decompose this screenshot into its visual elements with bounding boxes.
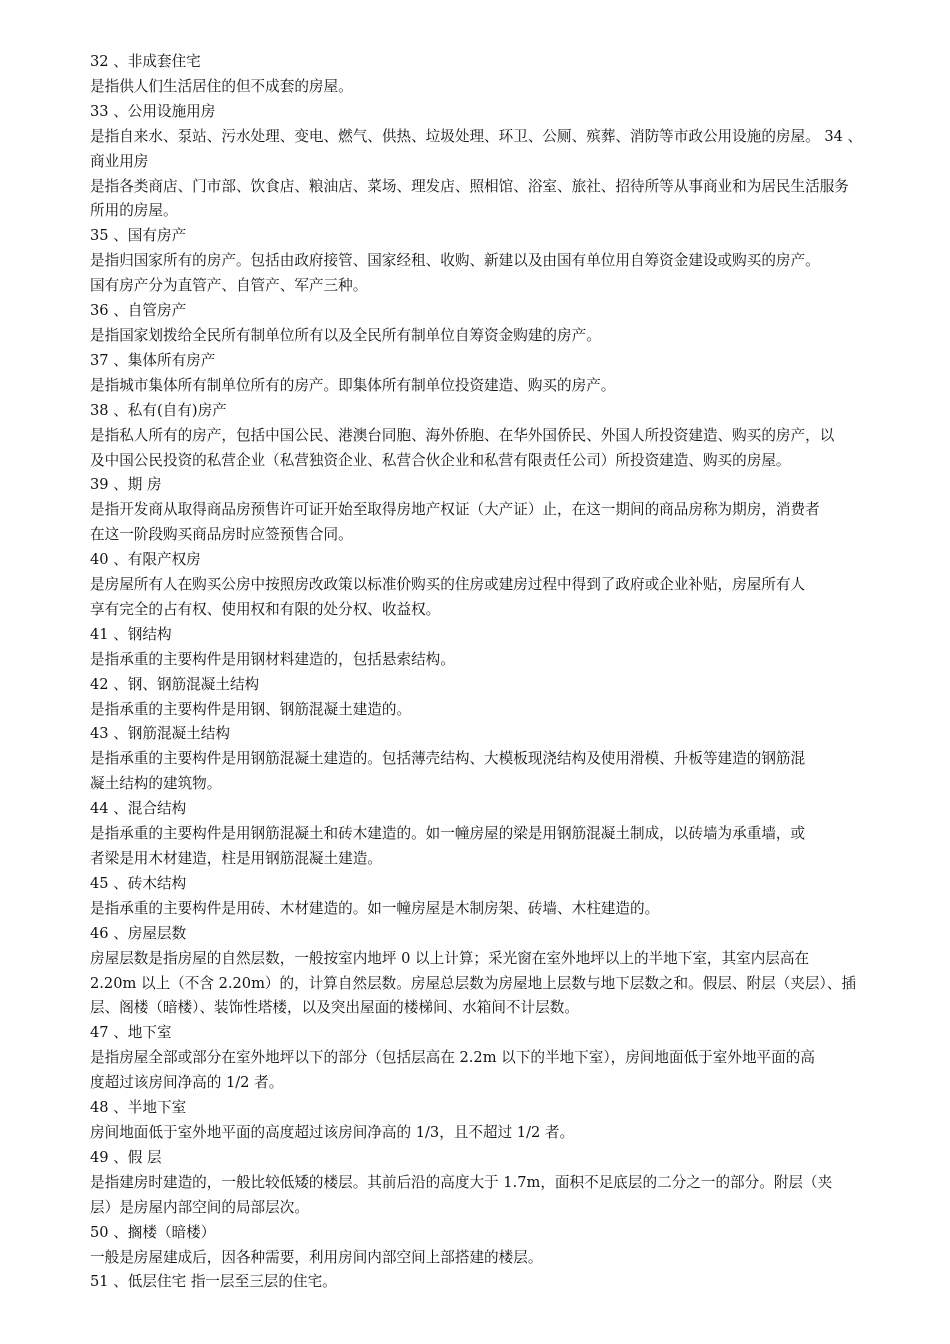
text-line: 所用的房屋。 xyxy=(90,202,178,220)
text-line: 享有完全的占有权、使用权和有限的处分权、收益权。 xyxy=(90,600,441,618)
text-line: 是指供人们生活居住的但不成套的房屋。 xyxy=(90,77,353,95)
text-line: 40 、有限产权房 xyxy=(90,551,201,569)
text-line: 是指城市集体所有制单位所有的房产。即集体所有制单位投资建造、购买的房产。 xyxy=(90,376,616,394)
text-line: 是指承重的主要构件是用钢筋混凝土和砖木建造的。如一幢房屋的梁是用钢筋混凝土制成，以砖墙为承重墙，或 xyxy=(90,825,806,843)
text-line: 是指房屋全部或部分在室外地坪以下的部分（包括层高在 2.2m 以下的半地下室），房间地面低于室外地平面的高 xyxy=(90,1049,815,1067)
text-line: 是指承重的主要构件是用钢筋混凝土建造的。包括薄壳结构、大模板现浇结构及使用滑模、升板等建造的钢筋混 xyxy=(90,750,806,768)
text-line: 者梁是用木材建造，柱是用钢筋混凝土建造。 xyxy=(90,850,382,867)
text-line: 是指承重的主要构件是用钢材料建造的，包括悬索结构。 xyxy=(90,650,455,668)
text-line: 47 、地下室 xyxy=(90,1024,172,1042)
text-line: 是指国家划拨给全民所有制单位所有以及全民所有制单位自筹资金购建的房产。 xyxy=(90,326,601,344)
text-line: 48 、半地下室 xyxy=(90,1099,187,1117)
text-line: 国有房产分为直管产、自管产、军产三种。 xyxy=(90,277,368,295)
text-line: 凝土结构的建筑物。 xyxy=(90,775,222,793)
text-line: 房间地面低于室外地平面的高度超过该房间净高的 1/3，且不超过 1/2 者。 xyxy=(90,1123,575,1141)
document-body xyxy=(90,50,908,1295)
text-line: 是指私人所有的房产，包括中国公民、港澳台同胞、海外侨胞、在华外国侨民、外国人所投资建造、购买的房产，以 xyxy=(90,426,835,444)
text-line: 50 、搁楼（暗楼） xyxy=(90,1223,216,1241)
text-line: 51 、低层住宅 指一层至三层的住宅。 xyxy=(90,1273,337,1291)
text-line: 2.20m 以上（不含 2.20m）的，计算自然层数。房屋总层数为房屋地上层数与地下层数之和。假层、附层（夹层）、插 xyxy=(90,974,856,992)
text-line: 度超过该房间净高的 1/2 者。 xyxy=(90,1074,284,1092)
text-line: 36 、自管房产 xyxy=(90,302,187,320)
text-line: 房屋层数是指房屋的自然层数，一般按室内地坪 0 以上计算；采光窗在室外地坪以上的半地下室，其室内层高在 xyxy=(90,949,810,967)
text-line: 是指各类商店、门市部、饮食店、粮油店、菜场、理发店、照相馆、浴室、旅社、招待所等从事商业和为居民生活服务 xyxy=(90,177,849,195)
text-line: 39 、期 房 xyxy=(90,476,162,494)
text-line: 42 、钢、钢筋混凝土结构 xyxy=(90,675,260,693)
text-line: 及中国公民投资的私营企业（私营独资企业、私营合伙企业和私营有限责任公司）所投资建造、购买的房屋。 xyxy=(90,451,791,469)
text-line: 层、阁楼（暗楼）、装饰性塔楼，以及突出屋面的楼梯间、水箱间不计层数。 xyxy=(90,999,579,1017)
text-line: 层）是房屋内部空间的局部层次。 xyxy=(90,1198,309,1216)
text-line: 是指承重的主要构件是用钢、钢筋混凝土建造的。 xyxy=(90,700,412,718)
text-line: 44 、混合结构 xyxy=(90,800,187,818)
text-line: 是指承重的主要构件是用砖、木材建造的。如一幢房屋是木制房架、砖墙、木柱建造的。 xyxy=(90,899,660,917)
text-line: 46 、房屋层数 xyxy=(90,924,187,942)
text-line: 是房屋所有人在购买公房中按照房改政策以标准价购买的住房或建房过程中得到了政府或企业补贴，房屋所有人 xyxy=(90,576,806,594)
text-line: 在这一阶段购买商品房时应签预售合同。 xyxy=(90,526,353,544)
text-line: 是指归国家所有的房产。包括由政府接管、国家经租、收购、新建以及由国有单位用自筹资金建设或购买的房产。 xyxy=(90,252,820,270)
text-line: 41 、钢结构 xyxy=(90,625,172,643)
text-line: 是指建房时建造的，一般比较低矮的楼层。其前后沿的高度大于 1.7m，面积不足底层的二分之一的部分。附层（夹 xyxy=(90,1173,833,1191)
text-line: 是指自来水、泵站、污水处理、变电、燃气、供热、垃圾处理、环卫、公厕、殡葬、消防等市政公用设施的房屋。 34 、 xyxy=(90,127,863,145)
text-line: 33 、公用设施用房 xyxy=(90,102,216,120)
text-line: 商业用房 xyxy=(90,152,149,170)
text-line: 38 、私有(自有)房产 xyxy=(90,401,227,419)
text-line: 32 、非成套住宅 xyxy=(90,53,201,70)
text-line: 35 、国有房产 xyxy=(90,227,187,245)
text-line: 49 、假 层 xyxy=(90,1148,162,1166)
text-line: 45 、砖木结构 xyxy=(90,874,187,892)
text-line: 43 、钢筋混凝土结构 xyxy=(90,725,230,743)
text-line: 是指开发商从取得商品房预售许可证开始至取得房地产权证（大产证）止，在这一期间的商品房称为期房，消费者 xyxy=(90,501,820,519)
text-line: 一般是房屋建成后，因各种需要，利用房间内部空间上部搭建的楼层。 xyxy=(90,1248,543,1266)
text-line: 37 、集体所有房产 xyxy=(90,351,216,369)
